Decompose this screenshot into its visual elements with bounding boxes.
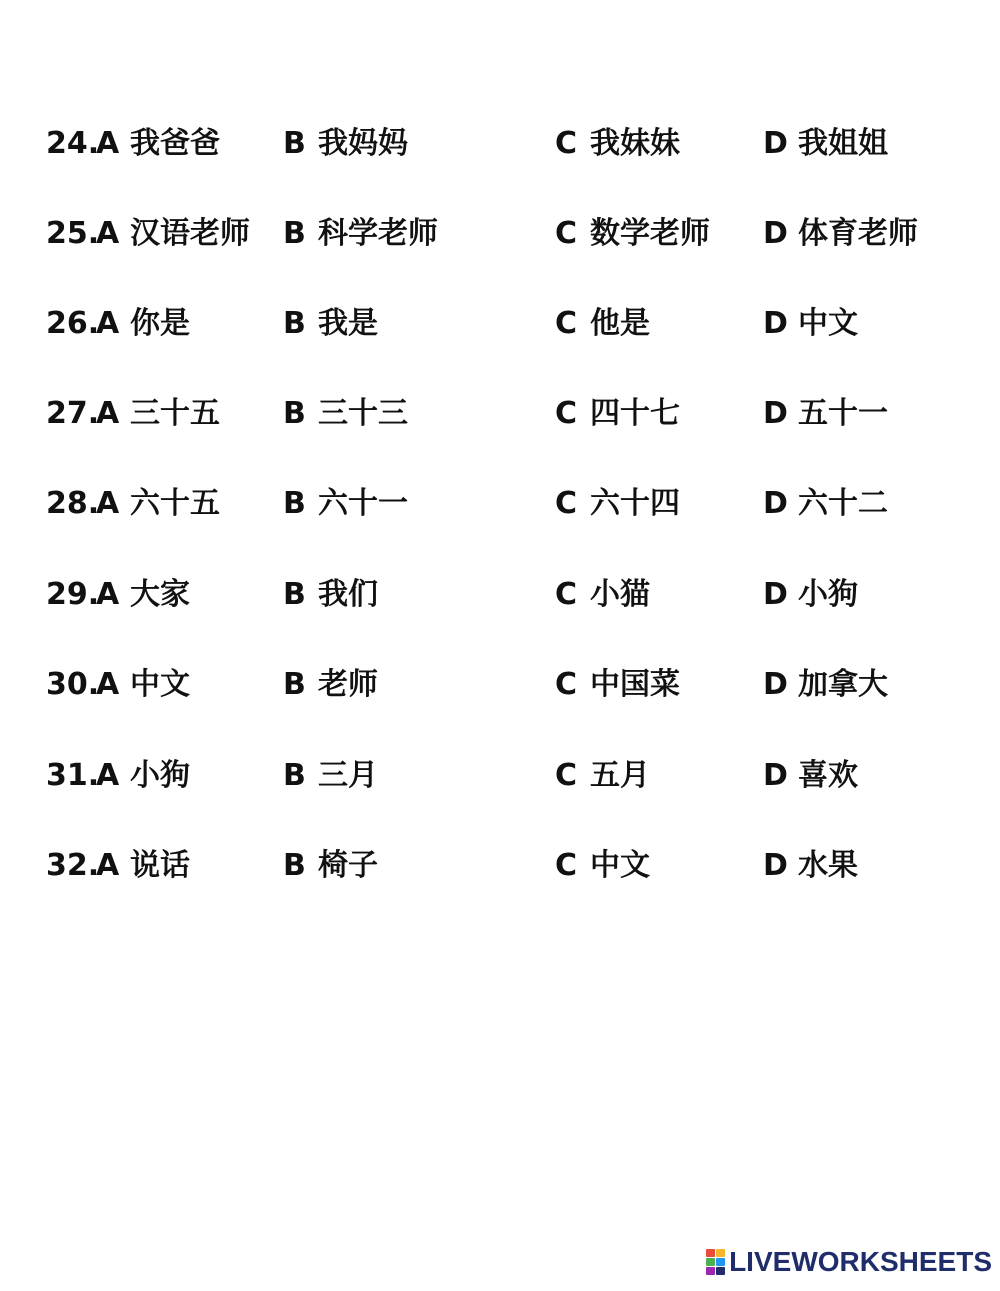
- option-c-text[interactable]: 数学老师: [590, 216, 710, 251]
- logo-wordmark: LIVEWORKSHEETS: [729, 1246, 992, 1277]
- question-number: 26.: [46, 306, 100, 341]
- option-b-letter: B: [283, 216, 306, 251]
- option-b-letter: B: [283, 848, 306, 883]
- option-b-text[interactable]: 椅子: [318, 848, 378, 883]
- option-c-text[interactable]: 中文: [590, 848, 650, 883]
- option-c-letter: C: [555, 577, 578, 612]
- option-d-text[interactable]: 小狗: [798, 577, 858, 612]
- option-a-text[interactable]: 中文: [130, 667, 190, 702]
- option-a-text[interactable]: 说话: [130, 848, 190, 883]
- option-a-letter: A: [96, 396, 120, 431]
- option-c-letter: C: [555, 486, 578, 521]
- option-a-letter: A: [96, 758, 120, 793]
- option-b-text[interactable]: 六十一: [318, 486, 408, 521]
- option-d-letter: D: [763, 577, 788, 612]
- question-row-30: [0, 655, 1000, 715]
- question-number: 29.: [46, 577, 100, 612]
- option-d-text[interactable]: 我姐姐: [798, 126, 888, 161]
- option-d-text[interactable]: 体育老师: [798, 216, 918, 251]
- question-number: 25.: [46, 216, 100, 251]
- option-b-text[interactable]: 我是: [318, 306, 378, 341]
- option-d-letter: D: [763, 396, 788, 431]
- option-d-text[interactable]: 五十一: [798, 396, 888, 431]
- option-d-text[interactable]: 六十二: [798, 486, 888, 521]
- option-d-letter: D: [763, 486, 788, 521]
- option-b-letter: B: [283, 306, 306, 341]
- option-d-letter: D: [763, 126, 788, 161]
- option-d-letter: D: [763, 667, 788, 702]
- question-number: 24.: [46, 126, 100, 161]
- option-d-letter: D: [763, 216, 788, 251]
- option-b-letter: B: [283, 486, 306, 521]
- option-d-letter: D: [763, 306, 788, 341]
- option-c-letter: C: [555, 306, 578, 341]
- option-b-letter: B: [283, 396, 306, 431]
- option-c-letter: C: [555, 848, 578, 883]
- option-a-text[interactable]: 大家: [130, 577, 190, 612]
- option-c-letter: C: [555, 667, 578, 702]
- question-number: 30.: [46, 667, 100, 702]
- option-c-text[interactable]: 小猫: [590, 577, 650, 612]
- option-c-text[interactable]: 我妹妹: [590, 126, 680, 161]
- question-row-26: [0, 294, 1000, 354]
- option-d-letter: D: [763, 848, 788, 883]
- option-a-text[interactable]: 你是: [130, 306, 190, 341]
- option-c-letter: C: [555, 216, 578, 251]
- option-c-letter: C: [555, 758, 578, 793]
- option-a-letter: A: [96, 848, 120, 883]
- option-a-letter: A: [96, 486, 120, 521]
- option-c-text[interactable]: 四十七: [590, 396, 680, 431]
- option-c-letter: C: [555, 396, 578, 431]
- option-b-letter: B: [283, 126, 306, 161]
- option-b-text[interactable]: 我妈妈: [318, 126, 408, 161]
- option-a-letter: A: [96, 577, 120, 612]
- option-d-text[interactable]: 水果: [798, 848, 858, 883]
- option-c-letter: C: [555, 126, 578, 161]
- question-row-31: [0, 746, 1000, 806]
- option-a-letter: A: [96, 126, 120, 161]
- option-b-letter: B: [283, 577, 306, 612]
- option-d-letter: D: [763, 758, 788, 793]
- option-c-text[interactable]: 六十四: [590, 486, 680, 521]
- option-a-text[interactable]: 小狗: [130, 758, 190, 793]
- question-number: 28.: [46, 486, 100, 521]
- question-number: 27.: [46, 396, 100, 431]
- option-a-text[interactable]: 三十五: [130, 396, 220, 431]
- liveworksheets-logo: [706, 1245, 992, 1279]
- option-b-text[interactable]: 三月: [318, 758, 378, 793]
- question-number: 31.: [46, 758, 100, 793]
- question-row-29: [0, 565, 1000, 625]
- option-b-text[interactable]: 科学老师: [318, 216, 438, 251]
- question-row-32: [0, 836, 1000, 896]
- option-c-text[interactable]: 五月: [590, 758, 650, 793]
- option-b-text[interactable]: 三十三: [318, 396, 408, 431]
- option-a-text[interactable]: 六十五: [130, 486, 220, 521]
- question-row-25: [0, 204, 1000, 264]
- option-c-text[interactable]: 他是: [590, 306, 650, 341]
- question-row-27: [0, 384, 1000, 444]
- liveworksheets-logo-icon: [706, 1249, 725, 1275]
- option-d-text[interactable]: 喜欢: [798, 758, 858, 793]
- question-row-24: [0, 114, 1000, 174]
- option-b-text[interactable]: 我们: [318, 577, 378, 612]
- question-number: 32.: [46, 848, 100, 883]
- option-b-text[interactable]: 老师: [318, 667, 378, 702]
- option-d-text[interactable]: 加拿大: [798, 667, 888, 702]
- option-a-text[interactable]: 我爸爸: [130, 126, 220, 161]
- option-b-letter: B: [283, 758, 306, 793]
- option-a-letter: A: [96, 306, 120, 341]
- option-b-letter: B: [283, 667, 306, 702]
- option-a-letter: A: [96, 667, 120, 702]
- option-a-letter: A: [96, 216, 120, 251]
- question-row-28: [0, 474, 1000, 534]
- option-a-text[interactable]: 汉语老师: [130, 216, 250, 251]
- option-c-text[interactable]: 中国菜: [590, 667, 680, 702]
- option-d-text[interactable]: 中文: [798, 306, 858, 341]
